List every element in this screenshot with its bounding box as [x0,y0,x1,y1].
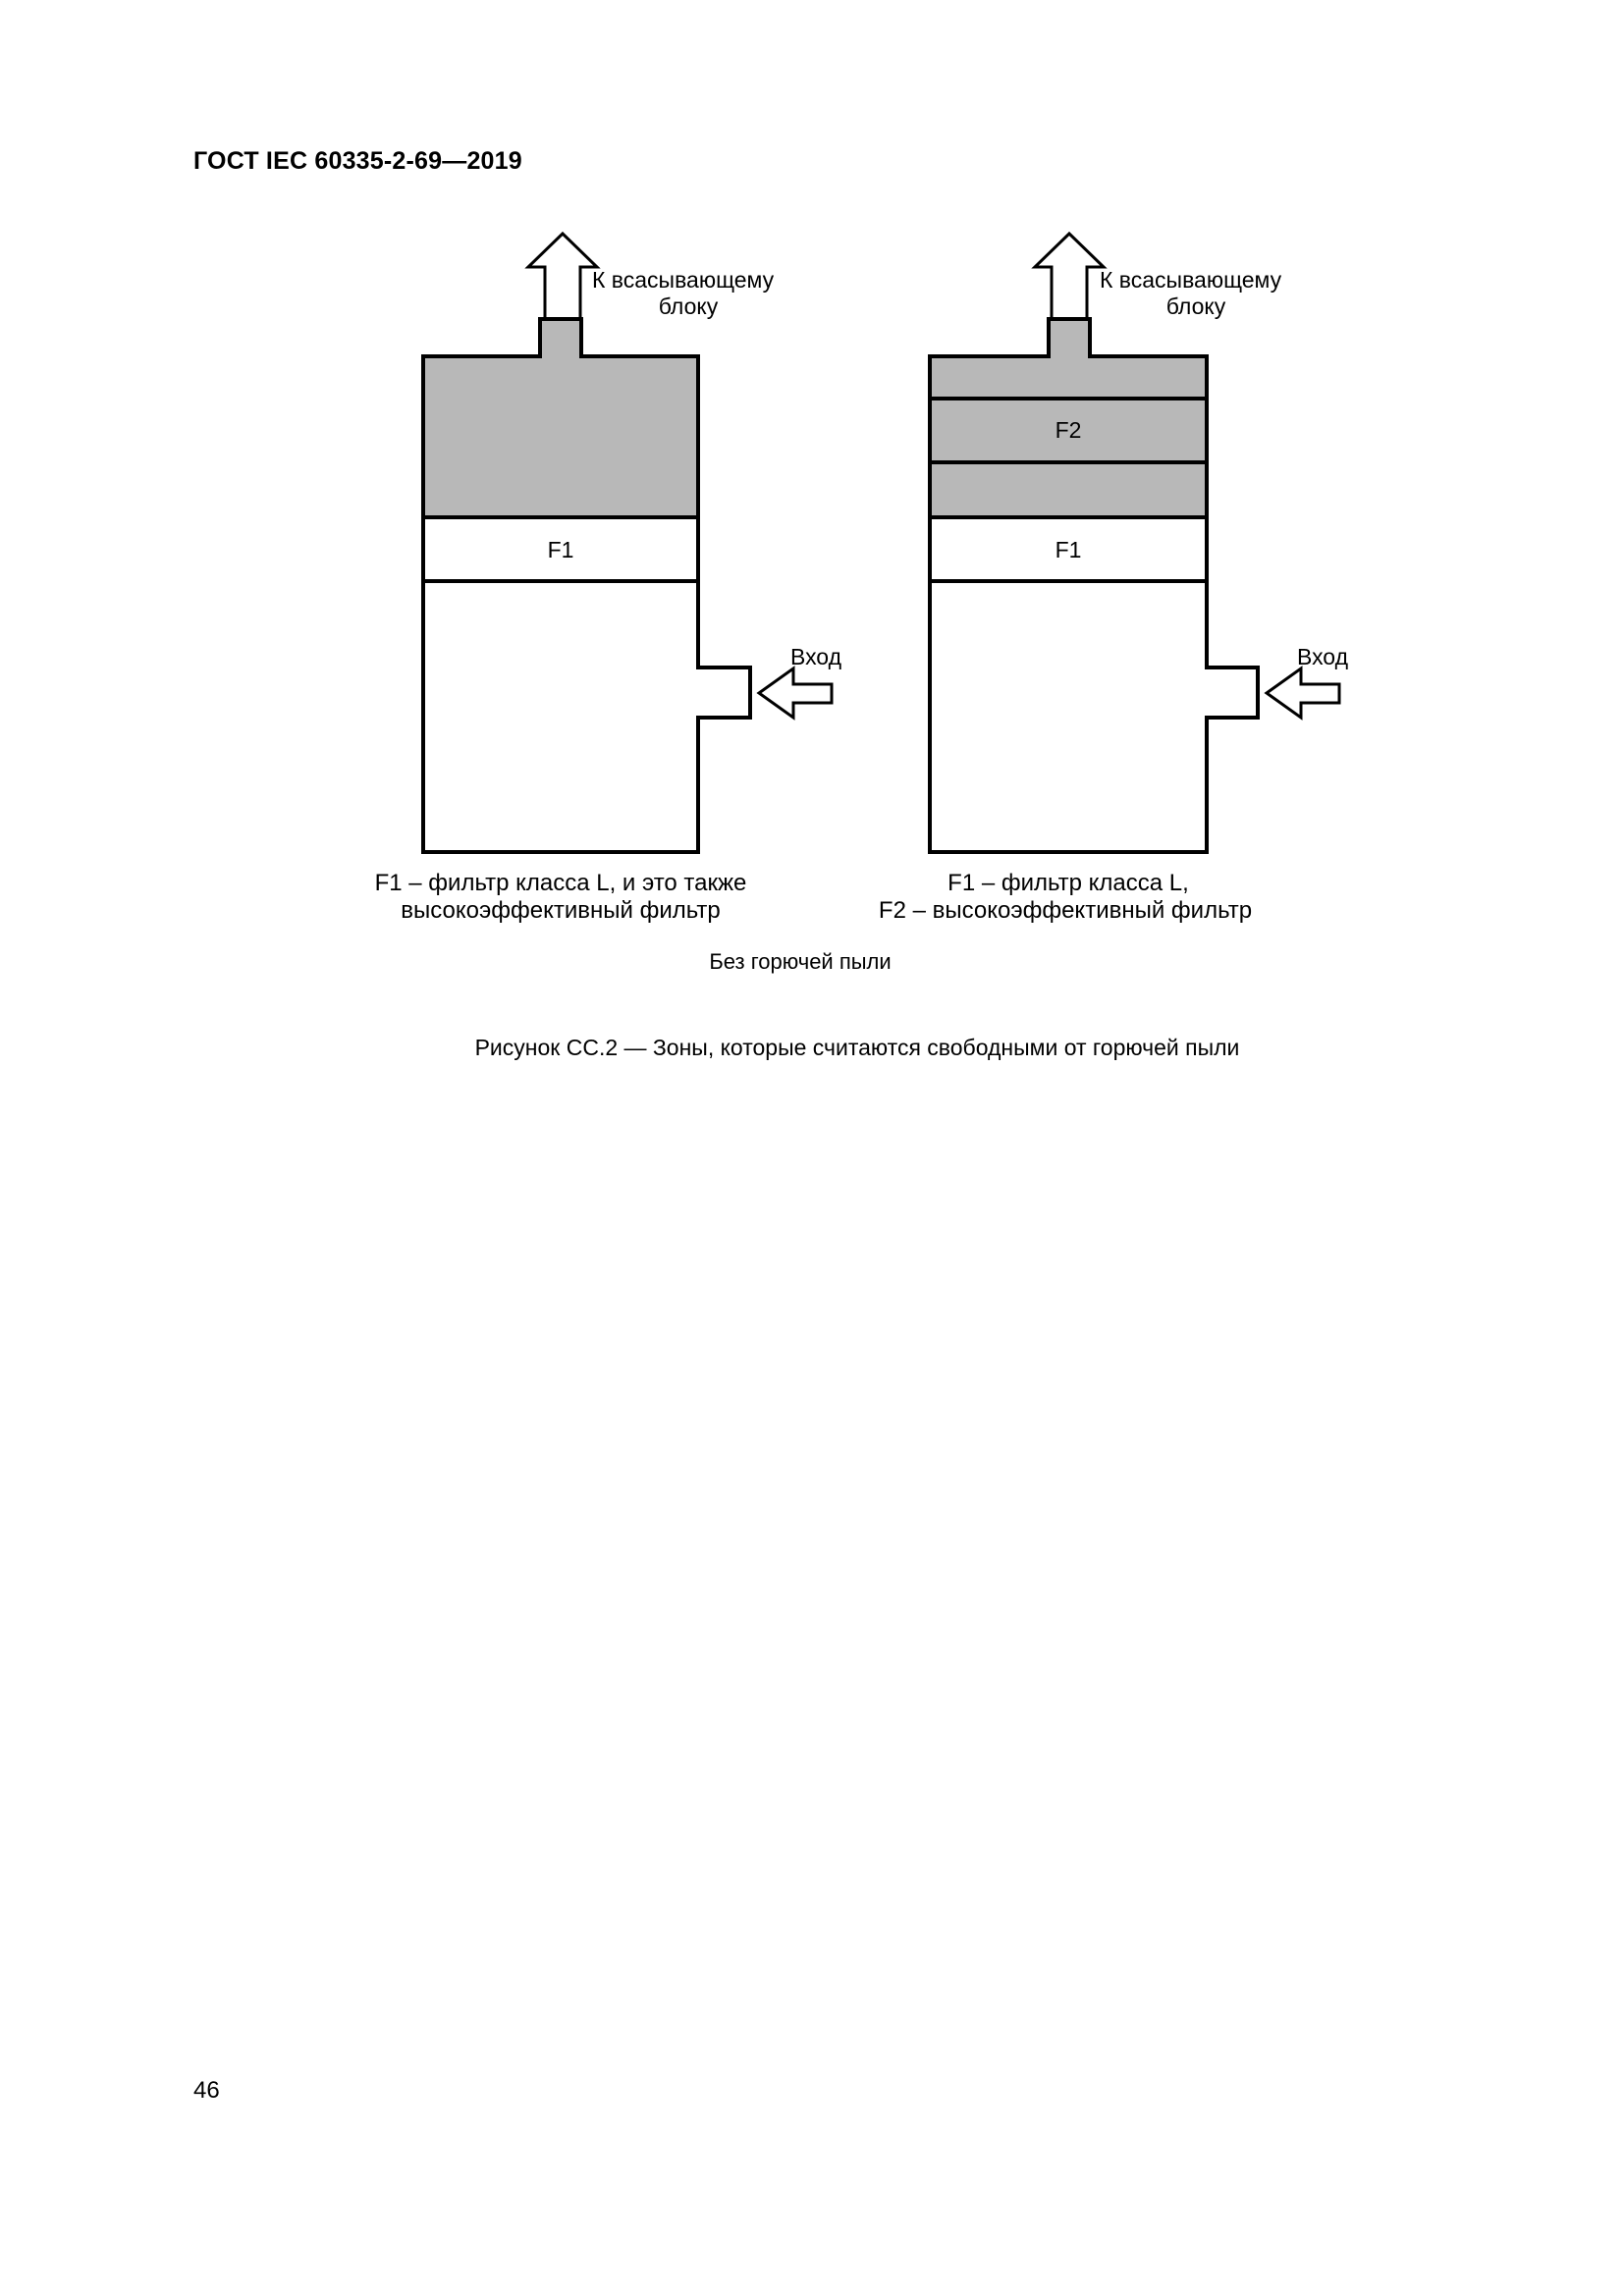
left-legend-line-1: F1 – фильтр класса L, и это также [374,870,747,896]
right-legend-line-2: F2 – высокоэффективный фильтр [878,897,1253,924]
right-filter-f2-label: F2 [1055,417,1082,443]
right-diagram [879,234,1349,924]
zone-label: Без горючей пыли [709,949,892,974]
right-outlet-label-1: К всасывающему [1100,267,1282,293]
left-outlet-label-1: К всасывающему [592,267,775,293]
right-shaded-zone-top [930,319,1207,399]
document-header: ГОСТ IEC 60335-2-69—2019 [193,147,522,175]
left-outlet-arrow [528,234,597,323]
left-legend-line-2: высокоэффективный фильтр [401,897,721,924]
left-dust-chamber [423,581,750,852]
right-filter-f1-label: F1 [1055,537,1082,562]
right-legend-line-1: F1 – фильтр класса L, [947,870,1189,896]
right-outlet-label-2: блоку [1165,294,1226,319]
right-outlet-arrow [1035,234,1104,323]
figure-caption-text: Рисунок СС.2 — Зоны, которые считаются свободными от горючей пыли [474,1035,1240,1060]
page-number: 46 [193,2077,220,2104]
left-shaded-zone [423,319,698,517]
left-outlet-label-2: блоку [658,294,719,319]
left-inlet-label: Вход [789,644,842,669]
right-inlet-label: Вход [1296,644,1349,669]
right-dust-chamber [930,581,1258,852]
left-inlet-arrow [759,668,832,718]
figure-caption [0,1035,1624,1061]
right-inlet-arrow [1267,668,1339,718]
right-shaded-zone-bottom [930,462,1207,517]
left-diagram [375,234,842,924]
left-filter-f1-label: F1 [547,537,574,562]
